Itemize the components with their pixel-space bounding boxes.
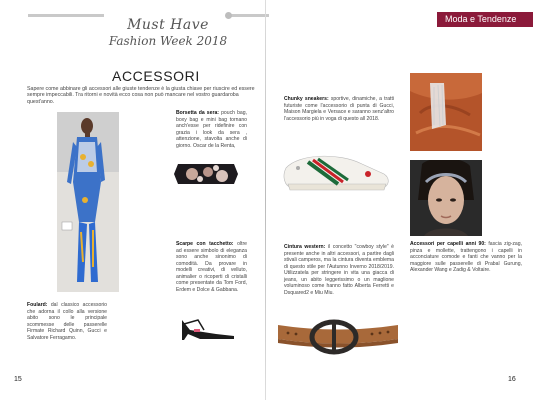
capelli-title: Accessori per capelli anni 90: bbox=[410, 241, 486, 247]
foulard-body: dal classico accessorio che adorna il collo alla versione abito sono le principale scommesse delle passerelle Firmate Richard Quinn, Gucci e Salvatore Ferragamo. bbox=[27, 302, 107, 341]
foulard-title: Foulard: bbox=[27, 302, 48, 308]
left-page bbox=[0, 0, 266, 400]
borsetta-text bbox=[176, 110, 247, 149]
hair-clip-photo bbox=[410, 73, 482, 151]
western-belt-photo bbox=[278, 313, 398, 359]
cintura-title: Cintura western: bbox=[284, 244, 326, 250]
kitten-heel-shoe-photo bbox=[176, 312, 238, 342]
header-stripe-left bbox=[28, 14, 104, 17]
headband-model-photo bbox=[410, 160, 482, 236]
cintura-body: il concetto "cowboy style" è presente anche in altri accessori, a partire dagli stivali camperos, ma la cintura diventa emblema di questo stile per l'Autunno Inverno 2018/2019. Utilizzatela per stringere in vita una giacca di jeans, un abito leggerissimo o un maglione voluminoso come hanno fatto Alberta Ferretti e Dsquared2 e Miu Miu. bbox=[284, 244, 394, 296]
article-intro: Sapere come abbinare gli accessori alle giuste tendenze è la giusta chiave per riuscire ed essere sempre impeccabili. Tra ritorni e novità ecco cosa non può mancare nel vostro guardaroba quest'anno. bbox=[27, 86, 255, 105]
section-tab: Moda e Tendenze bbox=[437, 12, 533, 27]
borsetta-body: pouch bag, boxy bag e mini bag tornano anch'esse per ridefinire con grazia i look da sera , attenzione, stavolta anche di giorno. Oscar de la Renta, bbox=[176, 110, 247, 149]
sneakers-title: Chunky sneakers: bbox=[284, 96, 329, 102]
scarpe-body: oltre ad essere simbolo di eleganza sono anche sinonimo di comodità. Da provare in modelli creativi, di velluto, animalier o ricoperti di cristalli come presentate da Tom Ford, Erdem e Dolce & Gabbana. bbox=[176, 241, 247, 293]
cintura-text bbox=[284, 244, 394, 296]
scarpe-text bbox=[176, 241, 247, 293]
right-page bbox=[266, 0, 533, 400]
clutch-bag-photo bbox=[172, 160, 240, 188]
runway-model-photo bbox=[57, 112, 119, 292]
article-heading: ACCESSORI bbox=[112, 68, 200, 84]
magazine-title bbox=[103, 17, 233, 48]
chunky-sneaker-photo bbox=[278, 146, 394, 196]
magazine-title-line2: Fashion Week 2018 bbox=[108, 34, 228, 48]
capelli-text bbox=[410, 241, 522, 274]
sneakers-body: sportive, dinamiche, a tratti futuriste come l'accessorio di punta di Gucci, Maison Margiela e Versace e saranno senz'altro l'accessorio più in voga di questo all 2018. bbox=[284, 96, 395, 122]
header-stripe-right bbox=[229, 14, 269, 17]
capelli-body: fascia zig-zag, pinza e mollette, trattengono i capelli in acconciature comode e fanti che vanno per la maggiore sulle passerelle di Prabal Gurung, Alexander Wang e Zadig & Voltaire. bbox=[410, 241, 522, 273]
page-number-left: 15 bbox=[14, 376, 22, 383]
borsetta-title: Borsetta da sera: bbox=[176, 110, 219, 116]
page-number-right: 16 bbox=[508, 376, 516, 383]
foulard-text bbox=[27, 302, 107, 341]
scarpe-title: Scarpe con tacchetto: bbox=[176, 241, 234, 247]
magazine-title-line1: Must Have bbox=[127, 17, 209, 33]
sneakers-text bbox=[284, 96, 394, 122]
